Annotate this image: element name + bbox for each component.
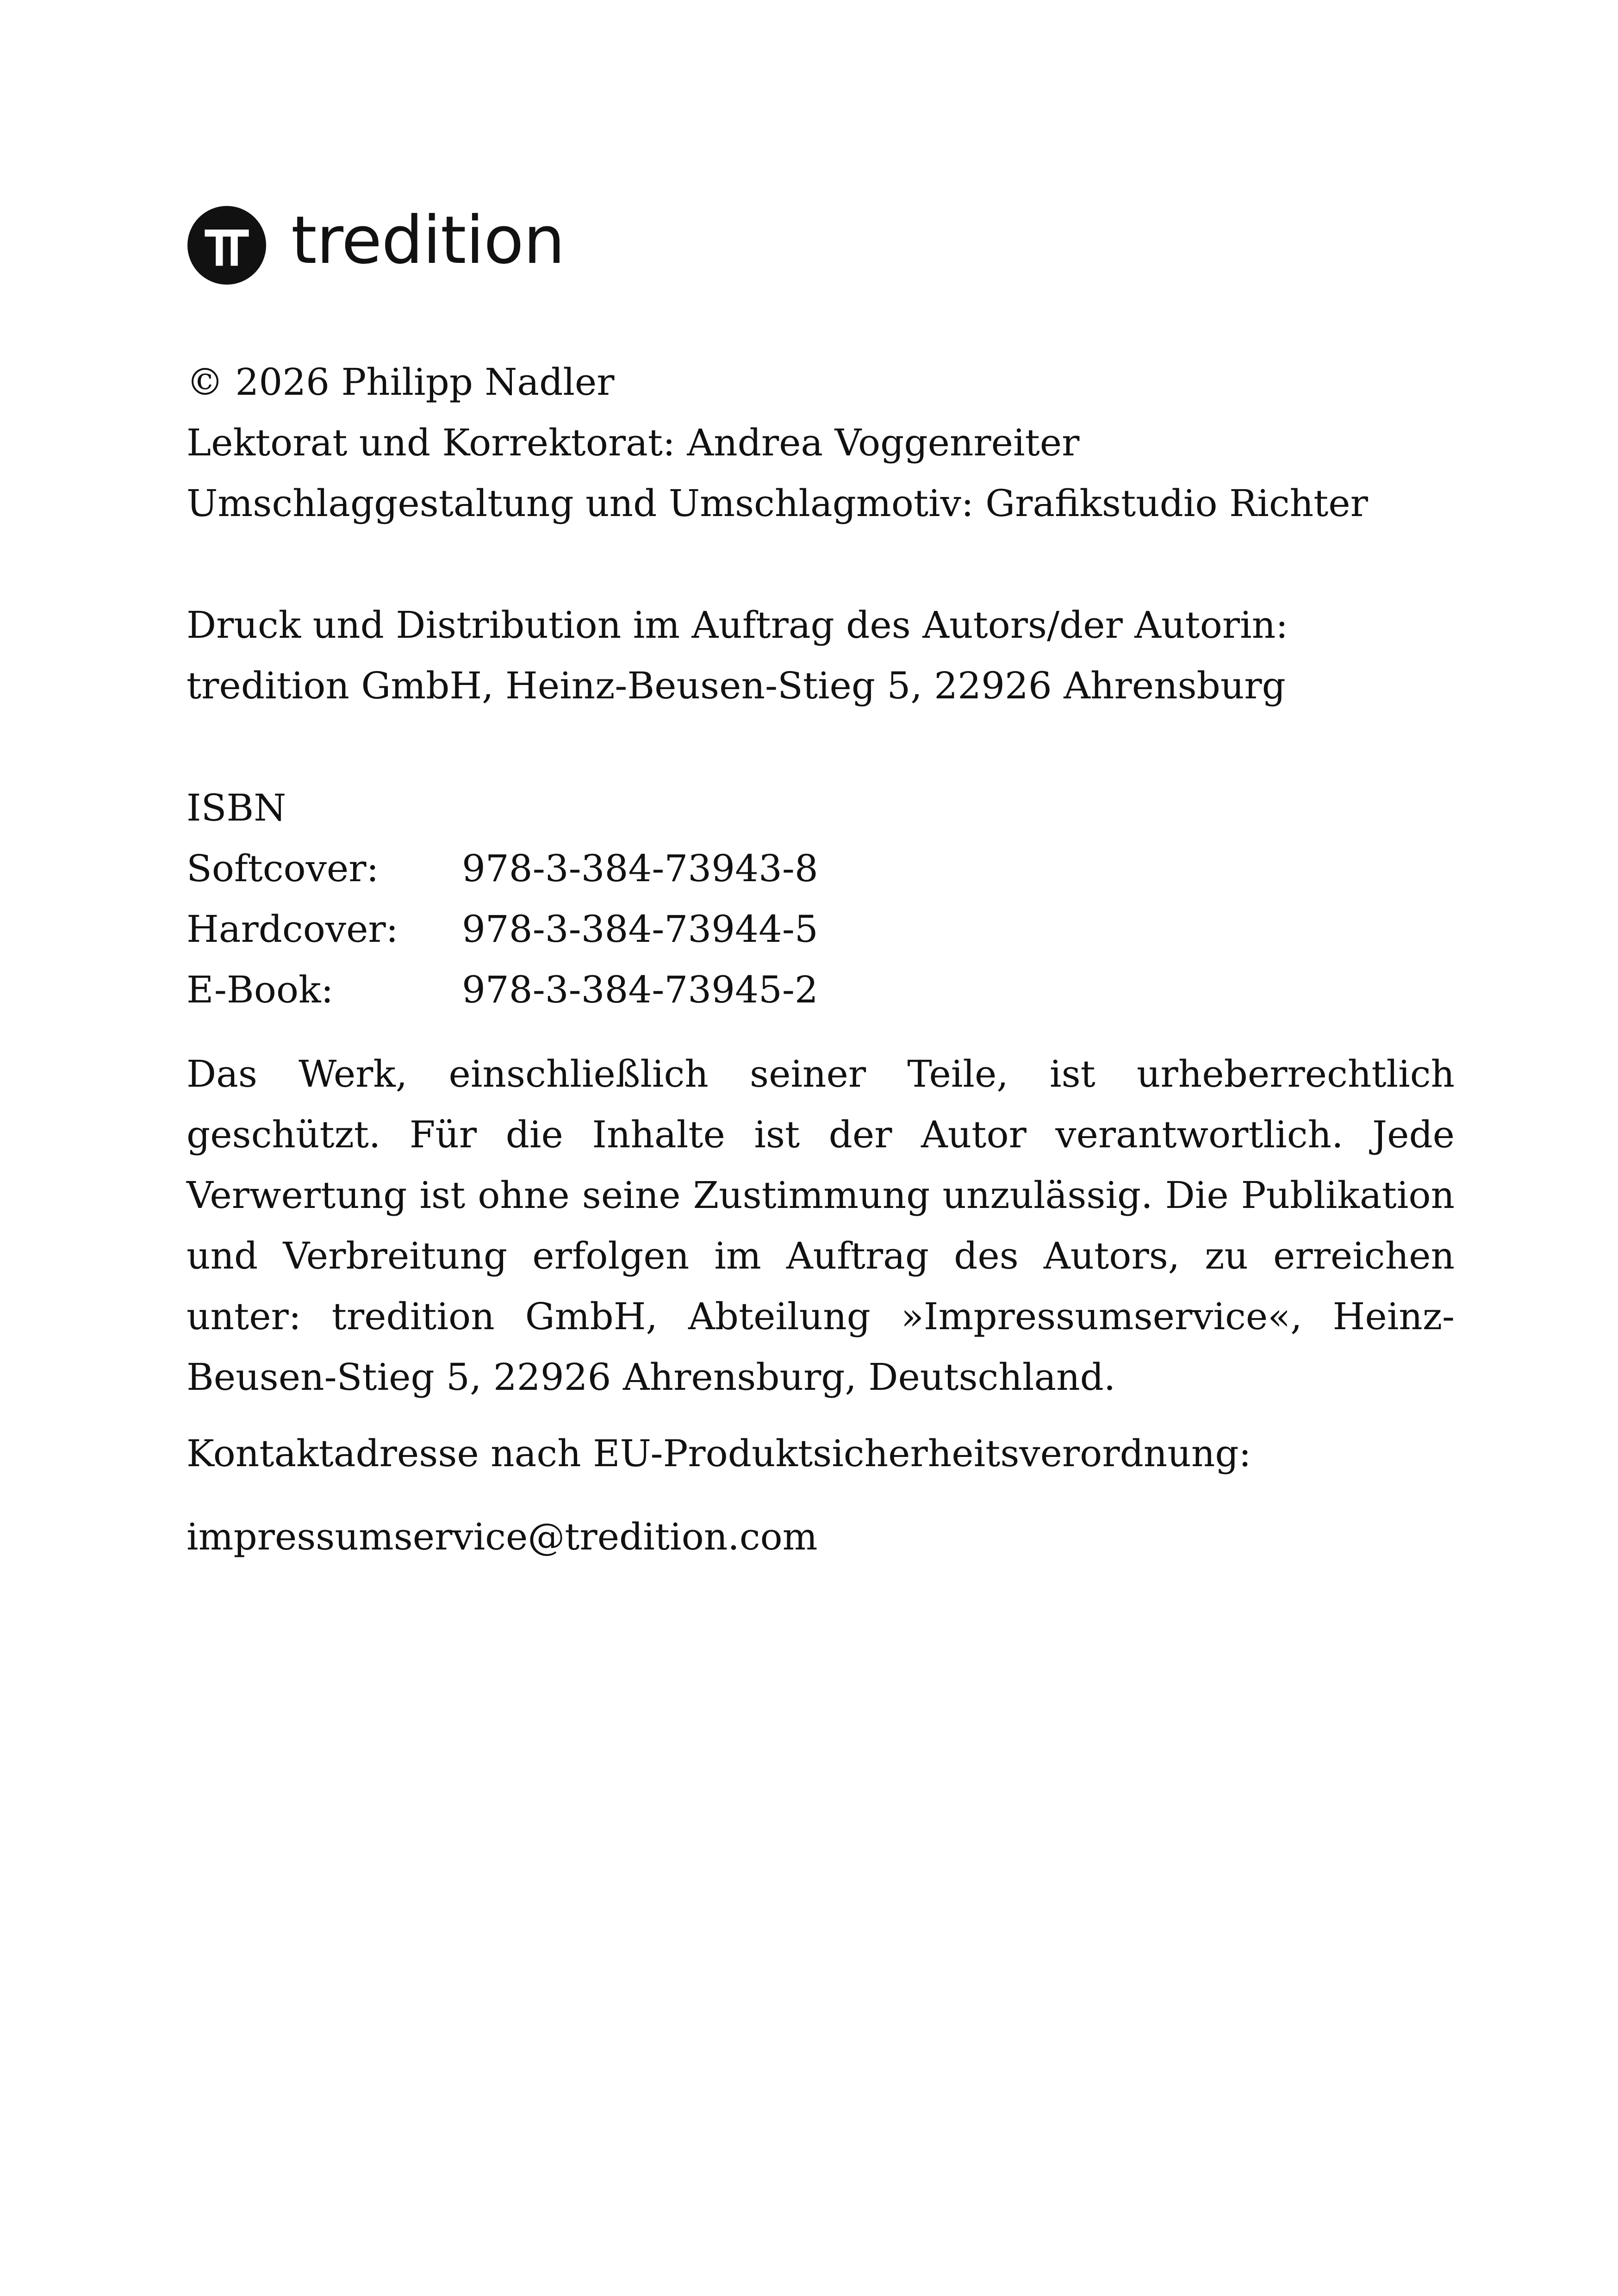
print-distribution-block	[187, 595, 1455, 716]
isbn-value: 978-3-384-73943-8	[462, 847, 818, 890]
copyright-line: © 2026 Philipp Nadler	[187, 361, 615, 404]
isbn-row-ebook	[187, 959, 818, 1020]
print-line-1: Druck und Distribution im Auftrag des Autors/der Autorin:	[187, 604, 1288, 647]
credits-block	[187, 352, 1455, 534]
print-line-2: tredition GmbH, Heinz-Beusen-Stieg 5, 22926 Ahrensburg	[187, 664, 1286, 707]
tredition-logo-icon	[187, 206, 266, 285]
isbn-row-softcover	[187, 838, 818, 899]
isbn-heading: ISBN	[187, 786, 286, 829]
legal-notice: Das Werk, einschließlich seiner Teile, ist urheberrechtlich geschützt. Für die Inhalte ist der Autor verantwortlich. Jede Verwertung ist ohne seine Zustimmung unzulässig. Die Publikation und Verbreitung erfolgen im Auftrag des Autors, zu erreichen unter: tredition GmbH, Abteilung »Impressumservice«, Heinz-Beusen-Stieg 5, 22926 Ahrensburg, Deutschland.	[187, 1052, 1455, 1399]
isbn-label: Softcover:	[187, 847, 379, 890]
isbn-value: 978-3-384-73945-2	[462, 968, 818, 1011]
isbn-label: E-Book:	[187, 968, 334, 1011]
cover-design-line: Umschlaggestaltung und Umschlagmotiv: Grafikstudio Richter	[187, 482, 1368, 525]
isbn-table	[187, 838, 818, 1020]
contact-email: impressumservice@tredition.com	[187, 1515, 818, 1558]
isbn-row-hardcover	[187, 899, 818, 959]
isbn-label: Hardcover:	[187, 908, 398, 951]
logo-wordmark: tredition	[291, 202, 565, 279]
editing-line: Lektorat und Korrektorat: Andrea Voggenreiter	[187, 421, 1080, 464]
contact-label: Kontaktadresse nach EU-Produktsicherheitsverordnung:	[187, 1432, 1251, 1475]
isbn-value: 978-3-384-73944-5	[462, 908, 818, 951]
publisher-logo	[187, 204, 565, 287]
